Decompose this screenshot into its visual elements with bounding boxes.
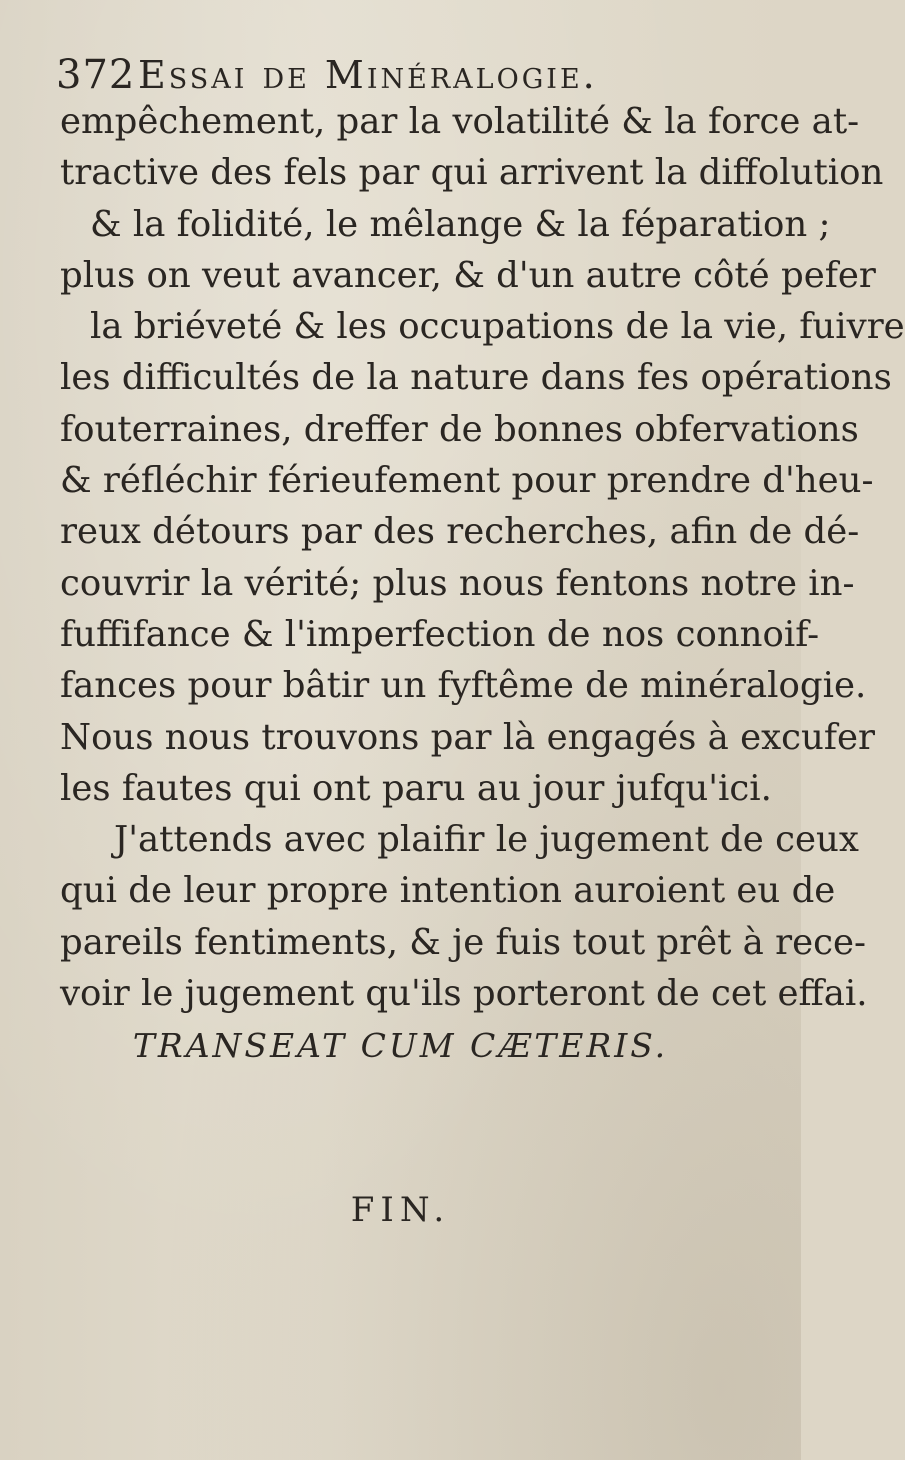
text-line: plus on veut avancer, & d'un autre côté pefer — [60, 254, 876, 296]
text-line: fances pour bâtir un fyftême de minéralogie. — [60, 665, 867, 707]
text-line: fouterraines, dreffer de bonnes obfervations — [60, 408, 859, 450]
fin-mark: FIN. — [350, 1190, 451, 1230]
text-line: pareils fentiments, & je fuis tout prêt à rece- — [60, 921, 866, 963]
text-line: la briéveté & les occupations de la vie, fuivre — [90, 306, 905, 348]
page-number: 372 — [56, 52, 136, 98]
text-line: tractive des fels par qui arrivent la diffolution — [60, 152, 884, 194]
text-line: voir le jugement qu'ils porteront de cet effai. — [60, 973, 868, 1015]
text-line: & réfléchir férieufement pour prendre d'heu- — [60, 460, 874, 502]
text-line: qui de leur propre intention auroient eu de — [60, 870, 836, 912]
page-header — [56, 52, 756, 98]
text-line: les fautes qui ont paru au jour jufqu'ici. — [60, 767, 772, 809]
text-line: Nous nous trouvons par là engagés à excufer — [60, 716, 875, 758]
colophon: TRANSEAT CUM CÆTERIS. — [132, 1026, 669, 1065]
text-line: empêchement, par la volatilité & la force at- — [60, 101, 860, 142]
running-head: Essai de Minéralogie. — [138, 53, 598, 97]
text-line: couvrir la vérité; plus nous fentons notre in- — [60, 562, 855, 604]
text-line: les difficultés de la nature dans fes opérations — [60, 357, 892, 399]
text-line: J'attends avec plaifir le jugement de ceux — [114, 819, 859, 861]
body-text — [60, 96, 905, 1019]
text-line: reux détours par des recherches, afin de dé- — [60, 511, 860, 553]
text-line: fuffifance & l'imperfection de nos connoif- — [60, 613, 820, 655]
text-line: & la folidité, le mêlange & la féparation ; — [90, 203, 831, 245]
